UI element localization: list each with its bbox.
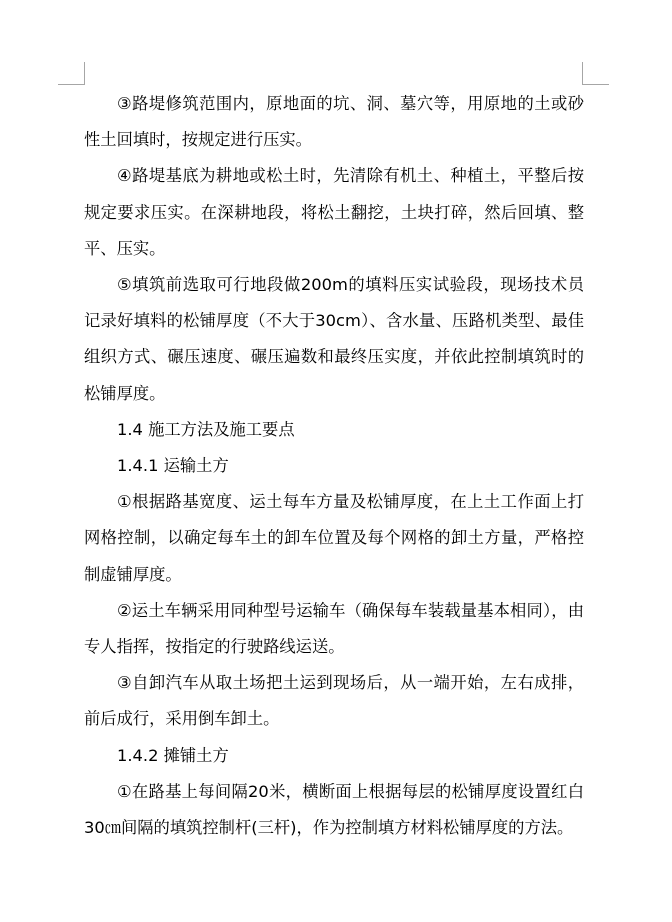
subsection-heading-earth-spreading: 1.4.2 摊铺土方	[117, 745, 229, 765]
document-body	[84, 86, 584, 846]
paragraph-transport-vehicles: ②运土车辆采用同种型号运输车（确保每车装载量基本相同），由专人指挥，按指定的行驶路线运送。	[84, 600, 584, 657]
paragraph-grid-control: ①根据路基宽度、运土每车方量及松铺厚度，在上土工作面上打网格控制，以确定每车土的卸车位置及每个网格的卸土方量，严格控制虚铺厚度。	[84, 492, 584, 584]
section-heading-construction-methods: 1.4 施工方法及施工要点	[117, 419, 295, 439]
paragraph-base-farmland: ④路堤基底为耕地或松土时，先清除有机土、种植土，平整后按规定要求压实。在深耕地段，将松土翻挖，土块打碎，然后回填、整平、压实。	[84, 166, 584, 258]
paragraph-test-section: ⑤填筑前选取可行地段做200m的填料压实试验段，现场技术员记录好填料的松铺厚度（不大于30cm）、含水量、压路机类型、最佳组织方式、碾压速度、碾压遍数和最终压实度，并依此控制填筑时的松铺厚度。	[84, 275, 584, 403]
paragraph-dump-trucks: ③自卸汽车从取土场把土运到现场后，从一端开始，左右成排，前后成行，采用倒车卸土。	[84, 673, 584, 729]
subsection-heading-earth-transport: 1.4.1 运输土方	[117, 456, 229, 476]
paragraph-subgrade-backfill: ③路堤修筑范围内，原地面的坑、洞、墓穴等，用原地的土或砂性土回填时，按规定进行压实。	[84, 94, 584, 150]
margin-corner-top-right	[582, 62, 609, 85]
margin-corner-top-left	[58, 62, 85, 85]
paragraph-control-poles: ①在路基上每间隔20米，横断面上根据每层的松铺厚度设置红白30㎝间隔的填筑控制杆(三杆)，作为控制填方材料松铺厚度的方法。	[84, 781, 584, 838]
